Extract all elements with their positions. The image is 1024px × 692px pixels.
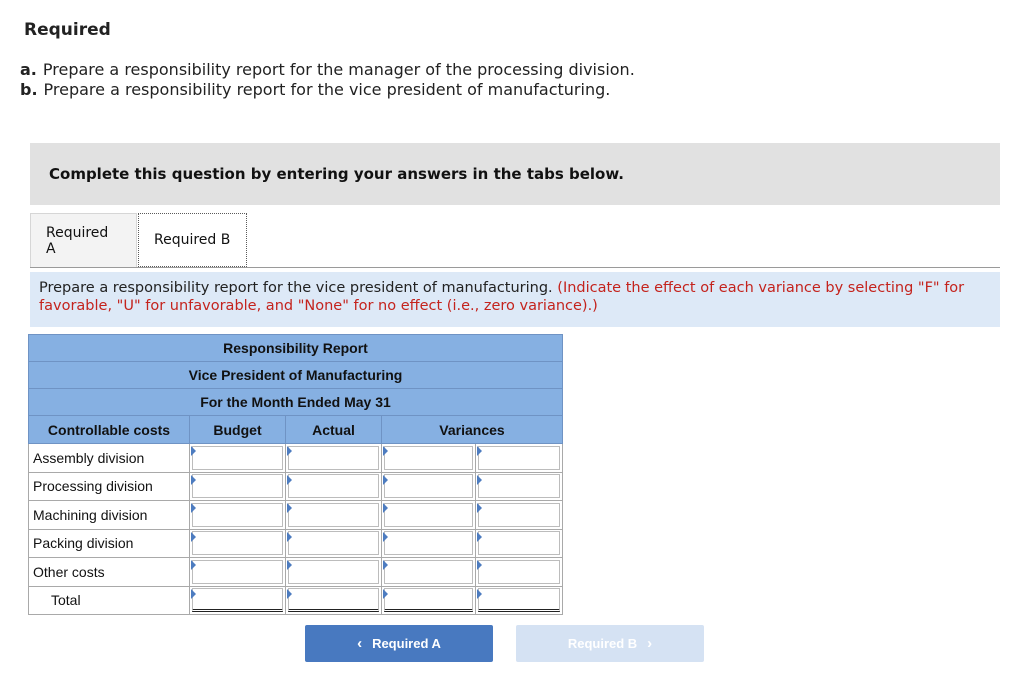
variance-effect-cell [476,558,563,587]
dropdown-indicator-icon [287,589,292,599]
variance-effect-cell [476,472,563,501]
dropdown-indicator-icon [383,475,388,485]
variance-amount-input[interactable] [384,503,473,527]
variance-amount-cell [382,586,476,615]
dropdown-indicator-icon [477,475,482,485]
task-list [20,60,635,100]
tab-required-b[interactable]: Required B [138,213,247,267]
variance-effect-cell [476,444,563,473]
row-label: Machining division [29,501,190,530]
budget-input[interactable] [192,474,283,498]
question-heading: Required [24,20,111,40]
variance-effect-select[interactable] [478,560,560,584]
task-text: Prepare a responsibility report for the vice president of manufacturing. [43,80,611,99]
dropdown-indicator-icon [477,503,482,513]
budget-input[interactable] [192,588,283,612]
dropdown-indicator-icon [383,560,388,570]
prev-button-label: Required A [372,636,441,651]
dropdown-indicator-icon [477,589,482,599]
variance-amount-input[interactable] [384,531,473,555]
variance-effect-select[interactable] [478,446,560,470]
chevron-right-icon: › [647,635,653,652]
dropdown-indicator-icon [191,503,196,513]
variance-effect-cell [476,529,563,558]
report-subtitle: Vice President of Manufacturing [29,362,563,389]
actual-input[interactable] [288,560,379,584]
variance-effect-cell [476,586,563,615]
actual-cell [286,501,382,530]
dropdown-indicator-icon [477,446,482,456]
report-period: For the Month Ended May 31 [29,389,563,416]
actual-input[interactable] [288,503,379,527]
responsibility-report-table [28,334,563,615]
task-b [20,80,635,100]
table-row-total [29,586,563,615]
next-button[interactable] [516,625,704,662]
dropdown-indicator-icon [191,560,196,570]
budget-input[interactable] [192,503,283,527]
tab-divider [30,267,1000,268]
variance-effect-select[interactable] [478,588,560,612]
budget-input[interactable] [192,531,283,555]
table-row [29,529,563,558]
budget-cell [190,501,286,530]
dropdown-indicator-icon [287,446,292,456]
budget-cell [190,529,286,558]
variance-amount-input[interactable] [384,588,473,612]
budget-cell [190,586,286,615]
variance-effect-select[interactable] [478,503,560,527]
task-text: Prepare a responsibility report for the manager of the processing division. [42,60,635,79]
variance-amount-input[interactable] [384,446,473,470]
column-header-variances: Variances [382,416,563,444]
table-row [29,558,563,587]
dropdown-indicator-icon [191,532,196,542]
instruction-note: (Indicate the effect of each variance by selecting "F" for favorable, "U" for unfavorable, and "None" for no effect (i.e., zero variance).) [39,280,965,314]
row-label: Packing division [29,529,190,558]
dropdown-indicator-icon [287,532,292,542]
column-header-actual: Actual [286,416,382,444]
next-button-label: Required B [567,636,638,651]
dropdown-indicator-icon [287,475,292,485]
dropdown-indicator-icon [477,532,482,542]
row-label: Assembly division [29,444,190,473]
variance-effect-select[interactable] [478,531,560,555]
prev-button[interactable] [305,625,493,662]
row-label: Other costs [29,558,190,587]
actual-input[interactable] [288,446,379,470]
task-label: a. [20,60,37,79]
column-header-controllable-costs: Controllable costs [29,416,190,444]
dropdown-indicator-icon [191,446,196,456]
actual-cell [286,558,382,587]
dropdown-indicator-icon [287,560,292,570]
row-label: Total [29,586,190,615]
column-header-budget: Budget [190,416,286,444]
variance-effect-cell [476,501,563,530]
budget-cell [190,558,286,587]
task-label: b. [20,80,38,99]
table-row [29,472,563,501]
chevron-left-icon: ‹ [357,635,363,652]
budget-cell [190,472,286,501]
row-label: Processing division [29,472,190,501]
actual-cell [286,472,382,501]
variance-effect-select[interactable] [478,474,560,498]
task-a [20,60,635,80]
dropdown-indicator-icon [287,503,292,513]
variance-amount-cell [382,529,476,558]
variance-amount-cell [382,444,476,473]
dropdown-indicator-icon [383,446,388,456]
dropdown-indicator-icon [383,589,388,599]
table-row [29,501,563,530]
banner-text: Complete this question by entering your answers in the tabs below. [49,165,624,183]
actual-cell [286,444,382,473]
variance-amount-cell [382,501,476,530]
actual-input[interactable] [288,474,379,498]
actual-cell [286,586,382,615]
budget-input[interactable] [192,560,283,584]
actual-input[interactable] [288,588,379,612]
budget-input[interactable] [192,446,283,470]
dropdown-indicator-icon [477,560,482,570]
instruction-main: Prepare a responsibility report for the vice president of manufacturing. [39,280,553,296]
dropdown-indicator-icon [191,475,196,485]
actual-input[interactable] [288,531,379,555]
dropdown-indicator-icon [383,503,388,513]
tab-bar [30,213,247,267]
tab-required-a[interactable]: Required A [30,213,137,267]
variance-amount-input[interactable] [384,474,473,498]
budget-cell [190,444,286,473]
table-row [29,444,563,473]
report-title: Responsibility Report [29,335,563,362]
dropdown-indicator-icon [191,589,196,599]
tab-instructions [30,272,1000,327]
instruction-banner [30,143,1000,205]
variance-amount-cell [382,558,476,587]
actual-cell [286,529,382,558]
variance-amount-input[interactable] [384,560,473,584]
dropdown-indicator-icon [383,532,388,542]
variance-amount-cell [382,472,476,501]
